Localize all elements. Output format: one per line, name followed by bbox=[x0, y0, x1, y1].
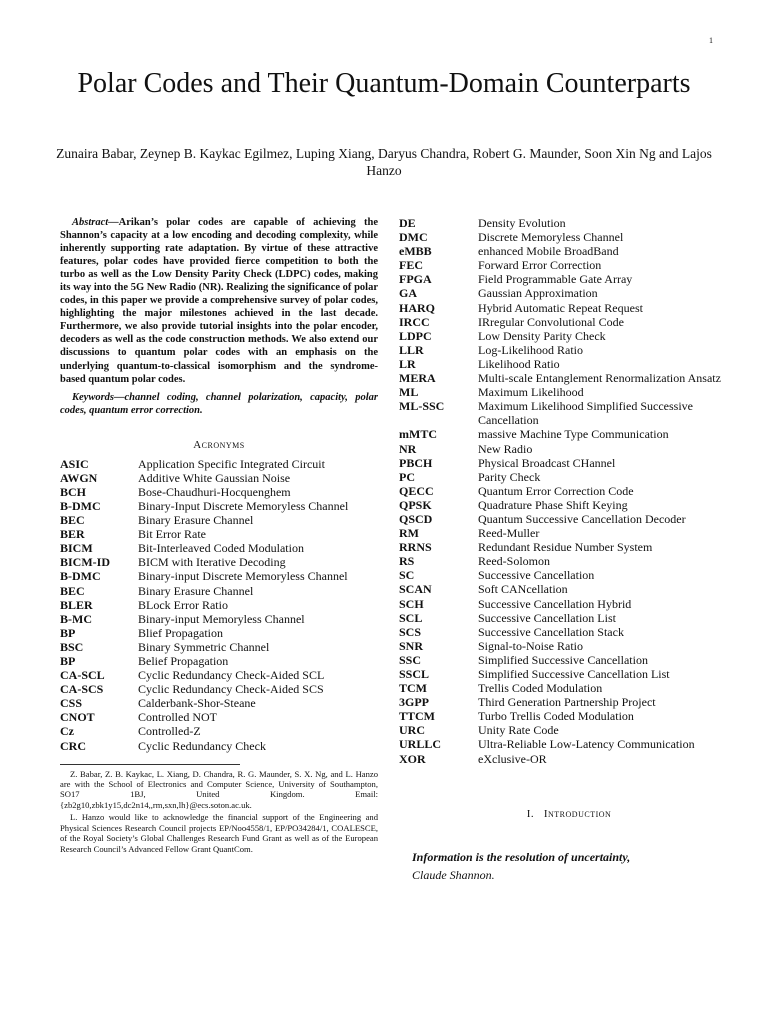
acronym-abbreviation: RS bbox=[399, 554, 415, 569]
acronym-row bbox=[399, 216, 739, 230]
acronym-abbreviation: BCH bbox=[60, 484, 87, 499]
acronym-row bbox=[399, 272, 739, 286]
acronym-row bbox=[399, 695, 739, 709]
section-number: I. bbox=[526, 807, 535, 820]
acronym-row bbox=[60, 499, 378, 513]
acronym-row bbox=[60, 640, 378, 654]
acronym-abbreviation: CA-SCL bbox=[60, 668, 105, 683]
acronym-abbreviation: GA bbox=[399, 286, 417, 301]
acronym-row bbox=[60, 541, 378, 555]
acronym-row bbox=[60, 724, 378, 738]
acronym-definition: Third Generation Partnership Project bbox=[478, 695, 656, 710]
acronym-abbreviation: SC bbox=[399, 568, 415, 583]
acronym-definition: Forward Error Correction bbox=[478, 258, 602, 273]
acronym-abbreviation: URC bbox=[399, 723, 425, 738]
acronym-row bbox=[60, 710, 378, 724]
footnote-acknowledgement: L. Hanzo would like to acknowledge the financial support of the Engineering and Physical Sciences Research Council projects EP/Noo4558/1, EP/PO34284/1, COALESCE, of the Royal Society’s Global Challenges Research Fund Grant as well as of the European Research Council’s Advanced Fellow Grant QuantCom. bbox=[60, 812, 378, 854]
acronym-row bbox=[399, 737, 739, 751]
acronym-abbreviation: RM bbox=[399, 526, 419, 541]
acronym-abbreviation: B-DMC bbox=[60, 498, 101, 513]
acronym-row bbox=[60, 696, 378, 710]
epigraph-text: Information is the resolution of uncertainty, bbox=[412, 849, 631, 864]
acronym-definition: Binary Erasure Channel bbox=[138, 513, 254, 528]
acronym-abbreviation: FEC bbox=[399, 258, 423, 273]
acronym-row bbox=[399, 230, 739, 244]
acronym-definition: Blief Propagation bbox=[138, 625, 223, 640]
acronym-abbreviation: BER bbox=[60, 527, 85, 542]
paper-title: Polar Codes and Their Quantum-Domain Counterparts bbox=[77, 68, 691, 99]
acronym-definition: Discrete Memoryless Channel bbox=[478, 230, 624, 245]
acronym-row bbox=[399, 301, 739, 315]
acronym-abbreviation: DE bbox=[399, 216, 416, 230]
section-heading bbox=[399, 808, 739, 820]
acronym-row bbox=[60, 682, 378, 696]
acronym-row bbox=[60, 471, 378, 485]
acronym-definition: Field Programmable Gate Array bbox=[478, 272, 633, 287]
acronym-definition: Gaussian Approximation bbox=[478, 286, 598, 301]
acronym-definition: Parity Check bbox=[478, 469, 541, 484]
acronym-definition: Redundant Residue Number System bbox=[478, 540, 653, 555]
acronym-abbreviation: B-DMC bbox=[60, 569, 101, 584]
acronym-definition: Successive Cancellation bbox=[478, 568, 595, 583]
acronym-row bbox=[60, 457, 378, 471]
acronym-definition: Binary Symmetric Channel bbox=[138, 639, 270, 654]
acronym-abbreviation: CSS bbox=[60, 696, 83, 711]
acronym-abbreviation: IRCC bbox=[399, 314, 430, 329]
acronym-abbreviation: FPGA bbox=[399, 272, 432, 287]
acronym-definition: New Radio bbox=[478, 441, 533, 456]
acronym-definition: Turbo Trellis Coded Modulation bbox=[478, 709, 634, 724]
acronym-abbreviation: BEC bbox=[60, 583, 85, 598]
acronym-abbreviation: BP bbox=[60, 654, 76, 669]
acronym-abbreviation: XOR bbox=[399, 751, 426, 766]
acronym-row bbox=[399, 526, 739, 540]
acronym-definition: Maximum Likelihood Simplified Successive Cancellation bbox=[478, 399, 693, 428]
acronym-abbreviation: 3GPP bbox=[399, 695, 429, 710]
acronym-row bbox=[399, 639, 739, 653]
acronym-abbreviation: BSC bbox=[60, 639, 84, 654]
author-list: Zunaira Babar, Zeynep B. Kaykac Egilmez, Luping Xiang, Daryus Chandra, Robert G. Maunder, Soon Xin Ng and Lajos Hanzo bbox=[56, 146, 712, 178]
acronym-row bbox=[60, 668, 378, 682]
acronyms-heading: Acronyms bbox=[193, 438, 245, 451]
acronym-abbreviation: PBCH bbox=[399, 455, 433, 470]
acronym-definition: Controlled NOT bbox=[138, 710, 217, 725]
acronym-definition: massive Machine Type Communication bbox=[478, 427, 669, 442]
acronym-definition: BICM with Iterative Decoding bbox=[138, 555, 286, 570]
acronym-abbreviation: URLLC bbox=[399, 737, 442, 752]
acronym-abbreviation: QECC bbox=[399, 483, 434, 498]
acronym-definition: Quantum Successive Cancellation Decoder bbox=[478, 511, 686, 526]
acronym-abbreviation: SSCL bbox=[399, 667, 430, 681]
footnote-divider bbox=[60, 764, 240, 765]
acronym-definition: Cyclic Redundancy Check bbox=[138, 738, 266, 753]
acronym-abbreviation: QPSK bbox=[399, 497, 432, 512]
acronym-row bbox=[399, 554, 739, 568]
acronym-abbreviation: AWGN bbox=[60, 470, 98, 485]
acronym-definition: IRregular Convolutional Code bbox=[478, 314, 624, 329]
acronym-abbreviation: SNR bbox=[399, 638, 424, 653]
acronym-definition: Successive Cancellation List bbox=[478, 610, 616, 625]
acronym-definition: Binary-input Memoryless Channel bbox=[138, 611, 305, 626]
acronym-abbreviation: SCS bbox=[399, 624, 422, 639]
acronym-abbreviation: PC bbox=[399, 469, 415, 484]
acronym-row bbox=[399, 442, 739, 456]
acronym-definition: Cyclic Redundancy Check-Aided SCS bbox=[138, 682, 324, 697]
acronym-abbreviation: MERA bbox=[399, 371, 436, 386]
acronym-definition: Likelihood Ratio bbox=[478, 356, 560, 371]
epigraph bbox=[412, 848, 739, 884]
acronym-row bbox=[60, 584, 378, 598]
acronym-row bbox=[60, 598, 378, 612]
acronym-definition: Bit-Interleaved Coded Modulation bbox=[138, 541, 304, 556]
acronym-row bbox=[399, 329, 739, 343]
acronym-definition: Reed-Muller bbox=[478, 526, 540, 541]
acronym-definition: Calderbank-Shor-Steane bbox=[138, 696, 256, 711]
acronym-definition: Density Evolution bbox=[478, 216, 566, 230]
acronym-row bbox=[399, 244, 739, 258]
acronym-list-left bbox=[60, 457, 378, 753]
acronym-definition: Successive Cancellation Hybrid bbox=[478, 596, 632, 611]
abstract-lead: Abstract bbox=[72, 217, 109, 228]
acronym-row bbox=[399, 611, 739, 625]
acronym-abbreviation: CA-SCS bbox=[60, 682, 104, 697]
acronym-definition: Reed-Solomon bbox=[478, 554, 550, 569]
acronym-definition: Simplified Successive Cancellation List bbox=[478, 667, 670, 681]
acronym-definition: BLock Error Ratio bbox=[138, 597, 228, 612]
acronym-row bbox=[399, 315, 739, 329]
right-column bbox=[399, 216, 739, 884]
acronym-row bbox=[399, 597, 739, 611]
acronym-abbreviation: mMTC bbox=[399, 427, 437, 442]
acronym-list-right bbox=[399, 216, 739, 766]
acronym-definition: Additive White Gaussian Noise bbox=[138, 470, 291, 485]
acronym-definition: Hybrid Automatic Repeat Request bbox=[478, 300, 643, 315]
acronym-row bbox=[399, 385, 739, 399]
acronym-row bbox=[399, 456, 739, 470]
acronym-abbreviation: LR bbox=[399, 356, 416, 371]
section-title: Introduction bbox=[543, 807, 612, 820]
acronym-definition: Successive Cancellation Stack bbox=[478, 624, 624, 639]
acronym-abbreviation: CRC bbox=[60, 738, 86, 753]
acronym-abbreviation: Cz bbox=[60, 724, 74, 739]
acronym-row bbox=[399, 568, 739, 582]
acronym-definition: Multi-scale Entanglement Renormalization Ansatz bbox=[478, 371, 721, 386]
acronym-definition: Physical Broadcast CHannel bbox=[478, 455, 616, 470]
acronym-definition: Controlled-Z bbox=[138, 724, 201, 739]
acronym-definition: Simplified Successive Cancellation bbox=[478, 652, 648, 667]
acronym-row bbox=[60, 612, 378, 626]
acronym-definition: Trellis Coded Modulation bbox=[478, 681, 603, 696]
acronym-abbreviation: CNOT bbox=[60, 710, 95, 725]
acronym-abbreviation: B-MC bbox=[60, 611, 92, 626]
acronym-abbreviation: DMC bbox=[399, 230, 428, 245]
abstract-text: —Arikan’s polar codes are capable of achieving the Shannon’s capacity at a low encoding and decoding complexity, while inherently supporting rate adaptation. By virtue of these attractive features, polar codes have provided fierce competition to both the turbo as well as the Low Density Parity Check (LDPC) codes, making its way into the 5G New Radio (NR). Realizing the significance of polar codes, in this paper we provide a comprehensive survey of polar codes, highlighting the major milestones achieved in the last decade. Furthermore, we also provide tutorial insights into the polar encoder, decoders as well as the code construction methods. We also extend our discussions to quantum polar codes with an emphasis on the underlying quantum-to-classical isomorphism and the syndrome-based quantum polar codes. bbox=[60, 217, 378, 385]
acronym-definition: Quadrature Phase Shift Keying bbox=[478, 497, 628, 512]
acronym-row bbox=[399, 752, 739, 766]
acronym-row bbox=[60, 485, 378, 499]
acronym-abbreviation: SCAN bbox=[399, 582, 432, 597]
acronym-abbreviation: ML bbox=[399, 385, 419, 400]
acronym-row bbox=[399, 667, 739, 681]
acronym-definition: enhanced Mobile BroadBand bbox=[478, 244, 619, 259]
acronym-row bbox=[399, 723, 739, 737]
acronym-definition: Application Specific Integrated Circuit bbox=[138, 456, 325, 471]
acronym-definition: Unity Rate Code bbox=[478, 723, 559, 738]
acronym-row bbox=[60, 739, 378, 753]
acronym-abbreviation: SCL bbox=[399, 610, 423, 625]
acronym-row bbox=[399, 357, 739, 371]
acronym-abbreviation: eMBB bbox=[399, 244, 432, 259]
acronym-abbreviation: BICM bbox=[60, 541, 93, 556]
acronym-row bbox=[399, 512, 739, 526]
acronym-definition: Binary-input Discrete Memoryless Channel bbox=[138, 569, 348, 584]
acronym-abbreviation: RRNS bbox=[399, 540, 432, 555]
acronym-row bbox=[399, 625, 739, 639]
acronym-definition: Quantum Error Correction Code bbox=[478, 483, 634, 498]
acronym-abbreviation: NR bbox=[399, 441, 417, 456]
left-column bbox=[60, 216, 378, 854]
acronym-abbreviation: BLER bbox=[60, 597, 93, 612]
page-number: 1 bbox=[709, 36, 713, 45]
acronym-row bbox=[60, 569, 378, 583]
acronym-row bbox=[399, 470, 739, 484]
acronym-definition: Log-Likelihood Ratio bbox=[478, 342, 583, 357]
acronym-row bbox=[399, 582, 739, 596]
acronym-abbreviation: SCH bbox=[399, 596, 424, 611]
acronym-definition: Bose-Chaudhuri-Hocquenghem bbox=[138, 484, 291, 499]
acronym-definition: Soft CANcellation bbox=[478, 582, 568, 597]
acronym-abbreviation: SSC bbox=[399, 652, 422, 667]
acronym-row bbox=[60, 626, 378, 640]
acronym-row bbox=[399, 427, 739, 441]
acronym-abbreviation: ASIC bbox=[60, 456, 89, 471]
acronym-abbreviation: BICM-ID bbox=[60, 555, 110, 570]
acronym-row bbox=[60, 513, 378, 527]
acronym-row bbox=[399, 484, 739, 498]
acronym-definition: Signal-to-Noise Ratio bbox=[478, 638, 583, 653]
acronym-definition: Binary Erasure Channel bbox=[138, 583, 254, 598]
acronym-definition: Bit Error Rate bbox=[138, 527, 206, 542]
keywords: Keywords—channel coding, channel polarization, capacity, polar codes, quantum error correction. bbox=[60, 391, 378, 416]
acronym-row bbox=[60, 555, 378, 569]
footnote-affiliation: Z. Babar, Z. B. Kaykac, L. Xiang, D. Chandra, R. G. Maunder, S. X. Ng, and L. Hanzo are with the School of Electronics and Computer Science, University of Southampton, SO17 1BJ, United Kingdom. Email: {zb2g10,zbk1y15,dc2n14,,rm,sxn,lh}@ecs.soton.ac.uk. bbox=[60, 768, 378, 810]
acronym-row bbox=[60, 654, 378, 668]
acronym-abbreviation: QSCD bbox=[399, 511, 433, 526]
acronym-abbreviation: LDPC bbox=[399, 328, 432, 343]
acronym-abbreviation: TTCM bbox=[399, 709, 435, 724]
acronym-abbreviation: BP bbox=[60, 625, 76, 640]
acronym-definition: eXclusive-OR bbox=[478, 751, 547, 766]
acronym-definition: Belief Propagation bbox=[138, 654, 229, 669]
abstract bbox=[60, 216, 378, 386]
acronym-row bbox=[399, 709, 739, 723]
acronym-abbreviation: BEC bbox=[60, 513, 85, 528]
epigraph-author: Claude Shannon. bbox=[412, 867, 495, 882]
acronym-row bbox=[399, 258, 739, 272]
acronym-definition: Low Density Parity Check bbox=[478, 328, 606, 343]
acronym-definition: Ultra-Reliable Low-Latency Communication bbox=[478, 737, 695, 752]
acronym-definition: Maximum Likelihood bbox=[478, 385, 584, 400]
acronym-row bbox=[399, 498, 739, 512]
acronym-abbreviation: ML-SSC bbox=[399, 399, 445, 414]
acronym-definition: Cyclic Redundancy Check-Aided SCL bbox=[138, 668, 325, 683]
acronym-row bbox=[399, 399, 739, 427]
acronym-row bbox=[399, 681, 739, 695]
acronym-row bbox=[60, 527, 378, 541]
acronym-abbreviation: HARQ bbox=[399, 300, 435, 315]
acronym-abbreviation: LLR bbox=[399, 342, 424, 357]
acronym-row bbox=[399, 371, 739, 385]
acronym-row bbox=[399, 540, 739, 554]
acronym-abbreviation: TCM bbox=[399, 681, 427, 696]
acronym-row bbox=[399, 286, 739, 300]
acronym-row bbox=[399, 653, 739, 667]
acronym-definition: Binary-Input Discrete Memoryless Channel bbox=[138, 498, 349, 513]
acronym-row bbox=[399, 343, 739, 357]
